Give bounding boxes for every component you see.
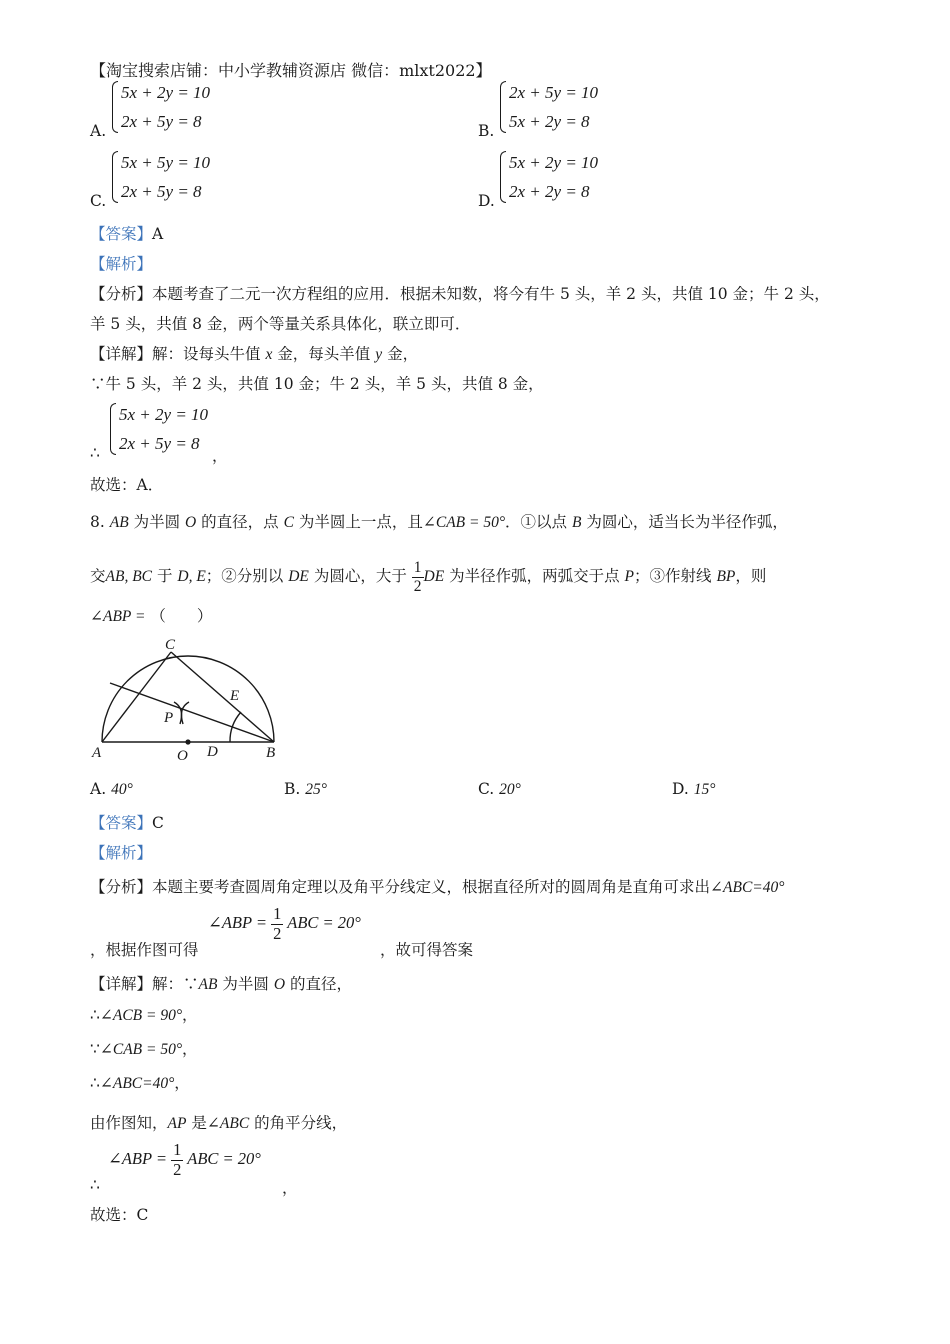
q8-analysis-equation xyxy=(208,906,361,942)
answer-value: C xyxy=(152,814,164,832)
math-ab: AB xyxy=(198,976,218,993)
q8-option-b xyxy=(284,780,327,799)
math-angle-acb: ∠ACB = 90° xyxy=(99,1007,183,1024)
math-d-e: D, E xyxy=(177,568,206,585)
math-angle-abc: ∠ABC=40° xyxy=(710,879,785,896)
q8-detail-line-2 xyxy=(90,1003,198,1025)
label-d: D xyxy=(207,744,218,760)
q8-option-c xyxy=(478,780,521,799)
question-number: 8. xyxy=(90,513,105,531)
denominator: 2 xyxy=(273,923,282,943)
math-c: C xyxy=(283,514,294,531)
eq-right: ABC = 20° xyxy=(187,1148,261,1168)
text: 为半圆 xyxy=(217,975,274,993)
option-label: C. xyxy=(478,780,495,798)
equation-1: 5x + 2y = 10 xyxy=(509,153,599,172)
analysis-tag: 【分析】 xyxy=(90,878,153,896)
eq-left: ∠ABP = xyxy=(208,912,268,932)
option-label: D. xyxy=(478,192,495,210)
math-de: DE xyxy=(423,568,445,585)
answer-tag: 【答案】 xyxy=(90,225,153,243)
text: ，则 xyxy=(735,567,767,585)
option-label: A. xyxy=(90,780,107,798)
option-label: D. xyxy=(672,780,689,798)
math-angle-cab: ∠CAB = 50° xyxy=(422,514,506,531)
because-symbol: ∵ xyxy=(90,1040,100,1058)
q7-jiexi-tag: 【解析】 xyxy=(90,255,153,273)
q7-analysis-line-2: 羊 5 头，共值 8 金，两个等量关系具体化，联立即可． xyxy=(90,315,471,333)
fraction-half xyxy=(412,560,424,594)
option-value: 15° xyxy=(693,781,716,798)
ray-bp xyxy=(110,683,274,742)
detail-tag: 【详解】 xyxy=(90,975,153,993)
equation-system xyxy=(112,78,210,136)
text: 为圆心，大于 xyxy=(308,567,412,585)
equation-1: 5x + 5y = 10 xyxy=(121,153,211,172)
detail-text: 解：设每头牛值 xyxy=(152,345,261,363)
q8-detail-line-1 xyxy=(90,972,352,994)
text: ；③作射线 xyxy=(634,567,717,585)
construction-arc-p2 xyxy=(181,702,189,724)
q8-option-d xyxy=(672,780,715,799)
text: 为半圆上一点，且 xyxy=(293,513,423,531)
text: 为圆心，适当长为半径作弧， xyxy=(581,513,788,531)
q7-analysis-line-1 xyxy=(90,282,830,304)
text: 解：∵ xyxy=(152,975,199,993)
denominator: 2 xyxy=(173,1159,182,1179)
text: 为半径作弧，两弧交于点 xyxy=(444,567,625,585)
q8-stem-line-1 xyxy=(90,510,788,532)
q8-jiexi-tag: 【解析】 xyxy=(90,844,153,862)
math-angle-abc: ∠ABC=40° xyxy=(99,1075,175,1092)
therefore-symbol: ∴ xyxy=(90,1176,100,1194)
equation-2: 2x + 2y = 8 xyxy=(509,182,590,201)
math-ab: AB xyxy=(109,514,129,531)
center-point-o xyxy=(185,739,190,744)
var-y: y xyxy=(375,346,383,363)
text: 的直径， xyxy=(285,975,352,993)
numerator: 1 xyxy=(413,559,422,576)
q7-select-line: 故选：A． xyxy=(90,476,164,494)
detail-text: 金，每头羊值 xyxy=(277,345,371,363)
eq-right: ABC = 20° xyxy=(287,912,361,932)
label-o: O xyxy=(177,748,188,764)
comma: ， xyxy=(182,1040,198,1058)
equation-system xyxy=(500,148,598,206)
option-label: B. xyxy=(284,780,301,798)
analysis-tag: 【分析】 xyxy=(90,285,153,303)
q8-detail-line-3 xyxy=(90,1037,198,1059)
equation-1: 5x + 2y = 10 xyxy=(121,83,211,102)
label-b: B xyxy=(266,745,276,761)
q7-because-line: ∵牛 5 头，羊 2 头，共值 10 金；牛 2 头，羊 5 头，共值 8 金， xyxy=(90,375,544,393)
option-label: B. xyxy=(478,122,495,140)
equation-1: 5x + 2y = 10 xyxy=(119,405,209,424)
comma: ， xyxy=(212,447,228,465)
q8-detail-line-5 xyxy=(90,1111,347,1133)
math-de: DE xyxy=(288,568,309,585)
option-value: 20° xyxy=(499,781,521,798)
var-x: x xyxy=(265,346,273,363)
numerator: 1 xyxy=(273,904,282,923)
comma: ， xyxy=(182,1006,198,1024)
label-p: P xyxy=(164,710,174,726)
q7-answer-line xyxy=(90,222,163,244)
equation-2: 2x + 5y = 8 xyxy=(121,112,202,131)
analysis-text: 本题主要考查圆周角定理以及角平分线定义，根据直径所对的圆周角是直角可求出 xyxy=(152,878,711,896)
therefore-symbol: ∴ xyxy=(90,1074,100,1092)
text: ；②分别以 xyxy=(205,567,289,585)
answer-value: A xyxy=(152,225,164,243)
math-o: O xyxy=(185,514,197,531)
therefore-symbol: ∴ xyxy=(90,1006,100,1024)
q8-select-line: 故选：C xyxy=(90,1206,149,1224)
fraction-half xyxy=(171,1142,183,1178)
detail-tag: 【详解】 xyxy=(90,345,153,363)
math-o: O xyxy=(273,976,286,993)
option-value: 40° xyxy=(111,781,133,798)
therefore-symbol: ∴ xyxy=(90,444,100,462)
text: 于 xyxy=(152,567,178,585)
construction-arc-p1 xyxy=(174,702,182,724)
equation-2: 2x + 5y = 8 xyxy=(121,182,202,201)
label-e: E xyxy=(230,688,240,704)
fraction-half xyxy=(271,906,283,942)
analysis-text: 本题考查了二元一次方程组的应用．根据未知数，将今有牛 5 头，羊 2 头，共值 10 金；牛 2 头， xyxy=(152,285,830,303)
math-b: B xyxy=(571,514,582,531)
denominator: 2 xyxy=(413,577,422,595)
chord-ac xyxy=(102,652,174,742)
text: 是 xyxy=(186,1114,207,1132)
math-angle-cab: ∠CAB = 50° xyxy=(99,1041,183,1058)
comma: ， xyxy=(282,1179,298,1197)
text: 的角平分线， xyxy=(249,1114,348,1132)
label-a: A xyxy=(92,745,102,761)
q8-stem-line-2 xyxy=(90,560,766,594)
text: 的直径，点 xyxy=(196,513,284,531)
watermark-header: 【淘宝搜索店铺：中小学教辅资源店 微信：mlxt2022】 xyxy=(90,61,492,80)
math-ab-bc: AB, BC xyxy=(105,568,153,585)
equation-1: 2x + 5y = 10 xyxy=(509,83,599,102)
chord-bc xyxy=(171,652,274,742)
numerator: 1 xyxy=(173,1140,182,1159)
q8-answer-line xyxy=(90,811,164,833)
q8-detail-line-4 xyxy=(90,1071,190,1093)
q8-analysis-line-2b: ，故可得答案 xyxy=(380,941,474,959)
equation-2: 5x + 2y = 8 xyxy=(509,112,590,131)
math-bp: BP xyxy=(716,568,736,585)
semicircle-figure xyxy=(90,632,290,764)
text: 为半圆 xyxy=(128,513,186,531)
equation-system xyxy=(500,78,598,136)
q7-detail-line xyxy=(90,342,418,364)
math-angle-abc: ∠ABC xyxy=(206,1115,250,1132)
comma: ， xyxy=(174,1074,190,1092)
construction-arc-de xyxy=(230,712,241,742)
math-ap: AP xyxy=(167,1115,187,1132)
q8-analysis-line-1 xyxy=(90,875,784,897)
q7-equation-system xyxy=(110,400,208,458)
option-label: A. xyxy=(90,122,107,140)
q8-option-a xyxy=(90,780,133,799)
text: ．①以点 xyxy=(505,513,572,531)
answer-tag: 【答案】 xyxy=(90,814,153,832)
option-label: C. xyxy=(90,192,107,210)
q8-final-equation xyxy=(108,1142,261,1178)
eq-left: ∠ABP = xyxy=(108,1148,168,1168)
semicircle-arc xyxy=(102,656,274,742)
text: 交 xyxy=(90,567,106,585)
math-angle-abp: ∠ABP = xyxy=(90,608,146,625)
equation-system xyxy=(112,148,210,206)
answer-paren: （ ） xyxy=(150,607,213,625)
text: 由作图知， xyxy=(90,1114,168,1132)
option-value: 25° xyxy=(305,781,327,798)
equation-2: 2x + 5y = 8 xyxy=(119,434,200,453)
detail-text: 金， xyxy=(387,345,419,363)
label-c: C xyxy=(165,637,176,653)
math-p: P xyxy=(624,568,635,585)
q8-analysis-line-2a: ，根据作图可得 xyxy=(90,941,199,959)
q8-stem-line-3 xyxy=(90,604,212,626)
